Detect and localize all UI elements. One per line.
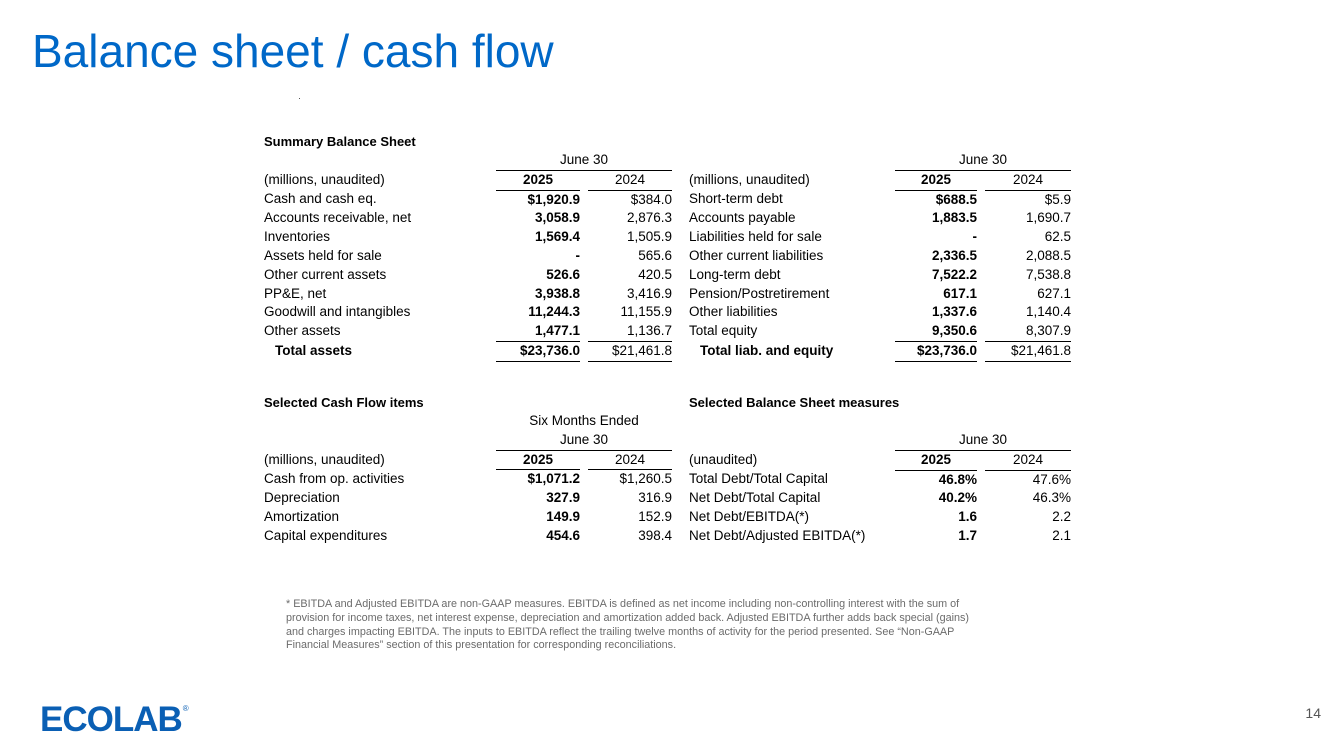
liability-row-2024: 1,140.4 <box>1025 304 1071 320</box>
asset-row-2024: 1,505.9 <box>626 229 672 245</box>
cash-flow-row-2024: 316.9 <box>638 490 672 506</box>
liability-row-2025: $688.5 <box>935 191 977 207</box>
asset-row-label: Other current assets <box>264 266 387 282</box>
liability-row-label: Liabilities held for sale <box>689 229 822 245</box>
asset-row-2025: 1,477.1 <box>534 323 580 339</box>
liability-row <box>689 228 1071 247</box>
asset-row <box>264 228 672 247</box>
asset-row-2024: 565.6 <box>638 247 672 263</box>
assets-total-row <box>264 341 672 361</box>
asset-row-2025: 3,058.9 <box>534 210 580 226</box>
asset-row <box>264 322 672 341</box>
liabilities-year-2025: 2025 <box>895 170 977 190</box>
liabilities-table <box>689 151 1071 362</box>
registered-mark: ® <box>182 704 189 713</box>
liability-row <box>689 190 1071 209</box>
measure-row-2025: 1.6 <box>958 509 977 525</box>
liability-row-2024: 627.1 <box>1037 285 1071 301</box>
liability-row <box>689 285 1071 304</box>
liability-row-2025: - <box>972 229 977 245</box>
liability-row-label: Short-term debt <box>689 191 783 207</box>
assets-unit-label: (millions, unaudited) <box>264 171 385 187</box>
cash-flow-row <box>264 470 672 489</box>
measure-row-2024: 46.3% <box>1032 490 1071 506</box>
cash-flow-row-2024: $1,260.5 <box>619 471 672 487</box>
asset-row-2025: 526.6 <box>546 266 580 282</box>
asset-row-2025: 3,938.8 <box>534 285 580 301</box>
decorative-dot <box>299 98 300 99</box>
assets-table <box>264 151 672 362</box>
asset-row-2024: $384.0 <box>630 191 672 207</box>
measure-row <box>689 489 1071 508</box>
liability-row-2025: 9,350.6 <box>931 323 977 339</box>
liability-row-2025: 2,336.5 <box>931 247 977 263</box>
liability-row-label: Other current liabilities <box>689 247 824 263</box>
liability-row <box>689 303 1071 322</box>
measures-table <box>689 431 1071 546</box>
asset-row-2024: 1,136.7 <box>626 323 672 339</box>
asset-row-2025: 11,244.3 <box>528 304 580 320</box>
asset-row <box>264 190 672 209</box>
liability-row-2024: $5.9 <box>1044 191 1071 207</box>
measure-row-2024: 47.6% <box>1032 471 1071 487</box>
asset-row-label: Assets held for sale <box>264 247 382 263</box>
measure-row-2025: 40.2% <box>938 490 977 506</box>
cash-flow-table <box>264 412 672 546</box>
liability-row-label: Long-term debt <box>689 266 781 282</box>
liabilities-total-2025: $23,736.0 <box>895 341 977 361</box>
measure-row-2024: 2.1 <box>1052 527 1071 543</box>
asset-row-2024: 3,416.9 <box>626 285 672 301</box>
measure-row <box>689 470 1071 489</box>
asset-row-label: Other assets <box>264 323 341 339</box>
asset-row-label: Goodwill and intangibles <box>264 304 411 320</box>
cash-flow-row-label: Cash from op. activities <box>264 471 405 487</box>
measure-row-label: Net Debt/Adjusted EBITDA(*) <box>689 527 866 543</box>
measure-row-2025: 1.7 <box>958 527 977 543</box>
ecolab-logo <box>40 700 189 740</box>
measures-year-2025: 2025 <box>895 450 977 470</box>
cash-flow-unit-label: (millions, unaudited) <box>264 451 385 467</box>
liability-row-label: Total equity <box>689 323 758 339</box>
measure-row <box>689 508 1071 527</box>
liability-row-label: Other liabilities <box>689 304 778 320</box>
measure-row-label: Total Debt/Total Capital <box>689 471 828 487</box>
liability-row-2025: 7,522.2 <box>931 266 977 282</box>
measures-unit-label: (unaudited) <box>689 451 758 467</box>
liability-row-2024: 7,538.8 <box>1025 266 1071 282</box>
cash-flow-row-2025: 327.9 <box>546 490 580 506</box>
measure-row-label: Net Debt/Total Capital <box>689 490 821 506</box>
asset-row-label: Cash and cash eq. <box>264 191 377 207</box>
liabilities-year-2024: 2024 <box>985 170 1071 190</box>
cash-flow-title: Selected Cash Flow items <box>264 395 424 410</box>
liability-row-2024: 62.5 <box>1044 229 1071 245</box>
assets-period-header: June 30 <box>496 151 672 170</box>
liabilities-total-row <box>689 341 1071 361</box>
asset-row-2024: 11,155.9 <box>620 304 672 320</box>
cash-flow-row <box>264 508 672 527</box>
asset-row <box>264 266 672 285</box>
liability-row <box>689 322 1071 341</box>
cash-flow-row-2025: 149.9 <box>546 508 580 524</box>
liability-row-label: Pension/Postretirement <box>689 285 830 301</box>
assets-total-2024: $21,461.8 <box>588 341 672 361</box>
page-title: Balance sheet / cash flow <box>32 25 554 77</box>
liability-row <box>689 266 1071 285</box>
liability-row <box>689 247 1071 266</box>
asset-row <box>264 247 672 266</box>
cash-flow-row-label: Amortization <box>264 508 340 524</box>
cash-flow-row-2025: $1,071.2 <box>527 471 580 487</box>
liability-row-2024: 8,307.9 <box>1025 323 1071 339</box>
cash-flow-row <box>264 527 672 546</box>
liability-row-2025: 1,337.6 <box>931 304 977 320</box>
page-number: 14 <box>1305 705 1321 721</box>
liabilities-total-2024: $21,461.8 <box>985 341 1071 361</box>
asset-row <box>264 209 672 228</box>
cash-flow-row-2024: 152.9 <box>638 508 672 524</box>
cash-flow-row-2024: 398.4 <box>638 527 672 543</box>
asset-row-2025: 1,569.4 <box>534 229 580 245</box>
assets-year-2025: 2025 <box>496 170 580 190</box>
liability-row-2024: 1,690.7 <box>1025 210 1071 226</box>
balance-sheet-title: Summary Balance Sheet <box>264 134 416 149</box>
ebitda-footnote: * EBITDA and Adjusted EBITDA are non-GAAP measures. EBITDA is defined as net income including non-controlling interest with the sum of provision for income taxes, net interest expense, depreciation and amortization added back. Adjusted EBITDA further adds back special (gains) and charges impacting EBITDA. The inputs to EBITDA reflect the trailing twelve months of activity for the period presented. See “Non-GAAP Financial Measures” section of this presentation for corresponding reconciliations. <box>286 598 969 652</box>
asset-row-label: Accounts receivable, net <box>264 210 412 226</box>
measures-year-2024: 2024 <box>985 450 1071 470</box>
asset-row-2024: 420.5 <box>638 266 672 282</box>
liabilities-total-label: Total liab. and equity <box>700 342 834 358</box>
assets-year-2024: 2024 <box>588 170 672 190</box>
liability-row-label: Accounts payable <box>689 210 796 226</box>
cash-flow-year-2025: 2025 <box>496 450 580 470</box>
liabilities-period-header: June 30 <box>895 151 1071 170</box>
asset-row-2025: - <box>575 247 580 263</box>
cash-flow-row <box>264 489 672 508</box>
asset-row <box>264 303 672 322</box>
assets-total-2025: $23,736.0 <box>496 341 580 361</box>
measure-row-2024: 2.2 <box>1052 509 1071 525</box>
asset-row <box>264 285 672 304</box>
asset-row-2025: $1,920.9 <box>527 191 580 207</box>
liability-row-2025: 1,883.5 <box>931 210 977 226</box>
liability-row <box>689 209 1071 228</box>
asset-row-label: Inventories <box>264 229 331 245</box>
assets-total-label: Total assets <box>275 342 353 358</box>
measure-row <box>689 527 1071 546</box>
cash-flow-row-label: Depreciation <box>264 490 340 506</box>
cash-flow-year-2024: 2024 <box>588 450 672 470</box>
cash-flow-row-2025: 454.6 <box>546 527 580 543</box>
liability-row-2025: 617.1 <box>943 285 977 301</box>
liability-row-2024: 2,088.5 <box>1025 247 1071 263</box>
cash-flow-period-line2: June 30 <box>496 431 672 450</box>
logo-wordmark: ECOLAB <box>40 700 182 739</box>
liabilities-unit-label: (millions, unaudited) <box>689 171 810 187</box>
measures-title: Selected Balance Sheet measures <box>689 395 900 410</box>
measure-row-label: Net Debt/EBITDA(*) <box>689 509 810 525</box>
cash-flow-row-label: Capital expenditures <box>264 527 388 543</box>
measures-period-header: June 30 <box>895 431 1071 450</box>
cash-flow-period-line1: Six Months Ended <box>529 413 639 428</box>
measure-row-2025: 46.8% <box>938 471 977 487</box>
asset-row-label: PP&E, net <box>264 285 327 301</box>
asset-row-2024: 2,876.3 <box>626 210 672 226</box>
